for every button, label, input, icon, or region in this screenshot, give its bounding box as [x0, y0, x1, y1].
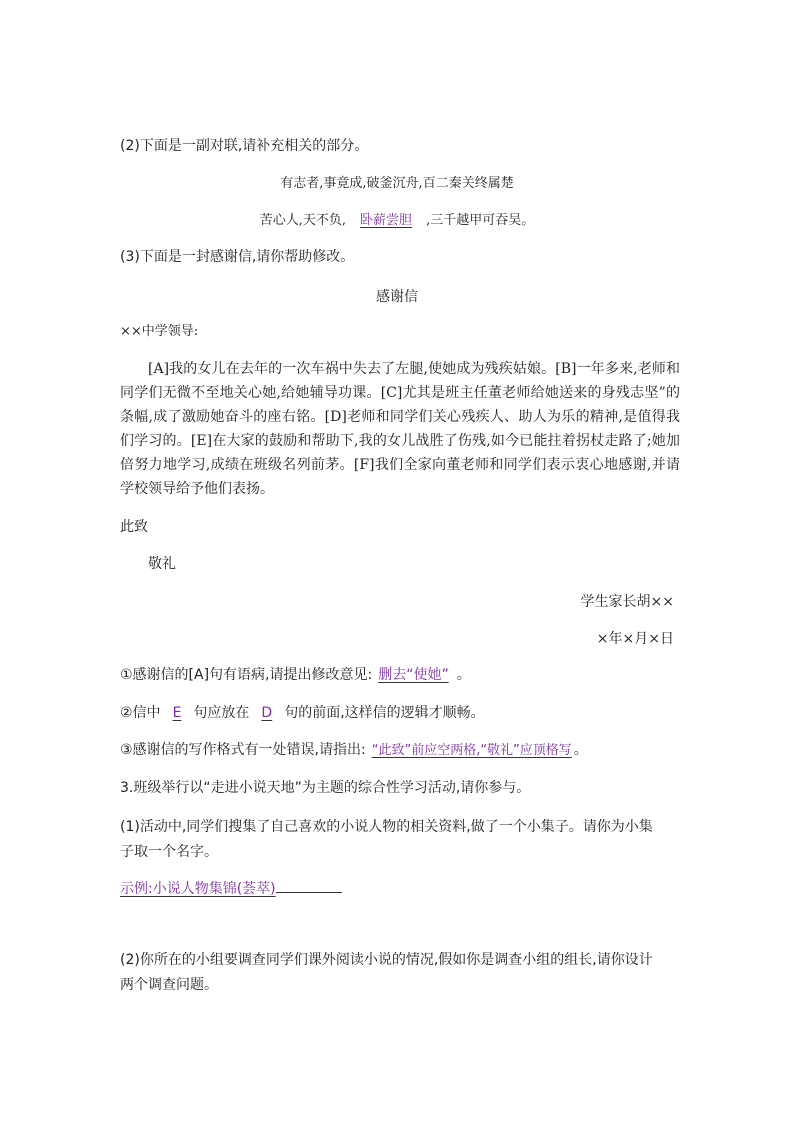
letter-closing-1: 此致 [120, 519, 148, 535]
answer-blank-line [276, 876, 342, 893]
item-2-answer-2: D [261, 705, 273, 721]
couplet-lower-prefix: 苦心人,天不负, [259, 213, 347, 228]
question-3-intro: 3.班级举行以“走进小说天地”为主题的综合性学习活动,请你参与。 [120, 780, 531, 796]
letter-date: ×年×月×日 [596, 631, 674, 647]
item-1-answer: 删去“使她” [378, 667, 449, 683]
item-3-text: ③感谢信的写作格式有一处错误,请指出: [120, 742, 366, 758]
letter-prompt: (3)下面是一封感谢信,请你帮助修改。 [120, 249, 355, 265]
question-3-part-1-answer: 示例:小说人物集锦(荟萃) [120, 881, 276, 897]
item-1 [120, 665, 471, 685]
item-3 [120, 740, 588, 761]
couplet-upper-line: 有志者,事竟成,破釜沉舟,百二秦关终属楚 [280, 176, 514, 191]
question-3-part-1-line-2: 子取一个名字。 [120, 844, 218, 860]
couplet-answer: 卧薪尝胆 [360, 213, 413, 228]
question-3-part-2-line-2: 两个调查问题。 [120, 977, 218, 993]
item-1-end: 。 [456, 667, 471, 683]
item-1-text: ①感谢信的[A]句有语病,请提出修改意见: [120, 667, 373, 683]
letter-title: 感谢信 [376, 289, 418, 305]
item-3-end: 。 [573, 742, 588, 758]
letter-body: [A]我的女儿在去年的一次车祸中失去了左腿,使她成为残疾姑娘。[B]一年多来,老师和同学们无微不至地关心她,给她辅导功课。[C]尤其是班主任董老师给她送来的身残志坚”的条幅,成了激励她奋斗的座右铭。[D]老师和同学们关心残疾人、助人为乐的精神,是值得我们学习的。[E]在大家的鼓励和帮助下,我的女儿战胜了伤残,如今已能拄着拐杖走路了;她加倍努力地学习,成绩在班级名列前茅。[F]我们全家向董老师和同学们表示衷心地感谢,并请学校领导给予他们表扬。 [120, 361, 680, 497]
item-3-answer: “此致”前应空两格,“敬礼”应顶格写 [371, 743, 572, 758]
letter-salutation: ××中学领导: [120, 324, 199, 339]
couplet-lower-suffix: ,三千越甲可吞吴。 [426, 213, 535, 228]
question-3-part-1-line-1: (1)活动中,同学们搜集了自己喜欢的小说人物的相关资料,做了一个小集子。请你为小集 [120, 819, 653, 835]
item-2-answer-1: E [172, 705, 182, 721]
item-2-text-b: 句应放在 [193, 705, 250, 721]
item-2-text-a: ②信中 [120, 705, 161, 721]
letter-closing-2: 敬礼 [148, 556, 176, 572]
item-2-text-c: 句的前面,这样信的逻辑才顺畅。 [284, 705, 485, 721]
question-3-part-1-answer-row [120, 876, 342, 899]
item-2 [120, 703, 485, 723]
couplet-prompt: (2)下面是一副对联,请补充相关的部分。 [120, 138, 369, 154]
couplet-lower-line [0, 211, 794, 231]
letter-signature: 学生家长胡×× [580, 594, 674, 610]
question-3-part-2-line-1: (2)你所在的小组要调查同学们课外阅读小说的情况,假如你是调查小组的组长,请你设计 [120, 952, 653, 968]
